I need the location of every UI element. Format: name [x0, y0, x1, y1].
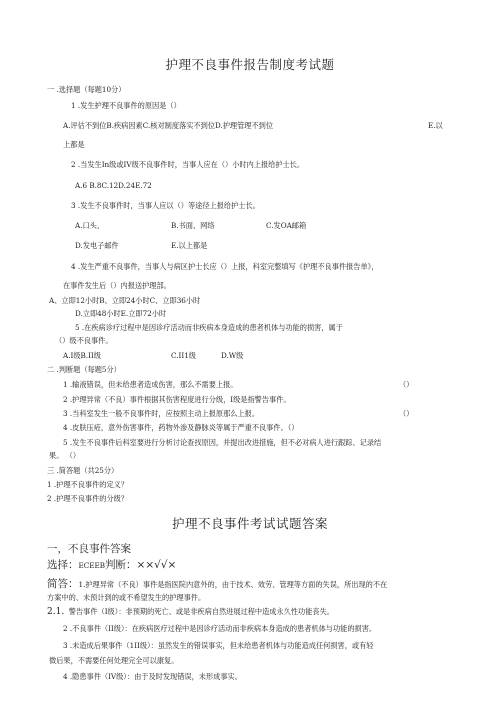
q4-stem-cont: 在事件发生后（）内报送护理部。 [63, 281, 171, 290]
section1-heading: 一 .选择题（每题10分） [47, 85, 126, 94]
q5-option-d: D.W级 [221, 351, 244, 360]
section2-heading: 二 .判断题（每题5分） [47, 365, 121, 374]
judge-item-5-cont: 果。 （） [49, 451, 81, 460]
q3-stem: 3 .发生不良事件时，当事人应以（）等途径上报给护士长。 [71, 201, 260, 210]
q3-option-c: C.发OA邮箱 [266, 221, 307, 230]
select-answer-line [47, 559, 176, 571]
q1-options-tail: E.以 [428, 121, 443, 130]
judge-item-5: 5 .发生不良事件后科室要进行分析讨论查找原因，并提出改进措施，但不必对病人进行跟踪、记录结 [63, 438, 382, 447]
answer-item-21-text: 警告事件（I级）：非预期的死亡、或是非疾病自然进展过程中造成永久性功能丧失。 [68, 607, 334, 616]
short-answer-text: 1.护理异常（不良）事件是指医院内意外的，由于技术、效劳、管理等方面的失误，所出现的不在 [78, 580, 388, 589]
exam-title: 护理不良事件报告制度考试题 [165, 57, 335, 72]
q3-option-a: A.口头、 [75, 221, 105, 230]
q1-options-cont: 上都是 [63, 140, 85, 149]
q5-option-c: C.II1级 [171, 351, 196, 360]
answers-title: 护理不良事件考试试题答案 [171, 516, 328, 531]
judge-label: 判断： [105, 559, 137, 571]
q2-options: A.6 B.8C.12D.24E.72 [75, 181, 152, 190]
short-answer-cont: 方案中的、未预计到的或不希望发生的护理事件。 [47, 593, 206, 602]
judge-item-2: 2 .护理异常（不良）事件根据其伤害程度进行分级，I级是指警告事件。 [63, 395, 291, 404]
q3-option-e: E.以上都是 [171, 241, 208, 250]
judge-item-3: 3 .当科室发生一般不良事件时，应按照主动上报原那么上报。 [63, 409, 260, 418]
q5-stem-cont: （）级不良事件。 [55, 336, 113, 345]
q4-stem: 4 .发生严重不良事件，当事人与病区护士长应（）上报，科室完整填写《护理不良事件报告单》， [71, 262, 379, 271]
answers-heading: 一，不良事件答案 [47, 543, 131, 555]
judge-item-1-blank: （） [399, 380, 414, 389]
short-question-2: 2 .护理不良事件的分级？ [47, 494, 129, 503]
q3-option-d: D.发电子邮件 [75, 241, 119, 250]
select-value: ECEEB [78, 561, 106, 570]
q5-option-ab: A.I级B.II级 [63, 351, 101, 360]
answer-item-3: 3 .未造成后果事件（1II级）：虽然发生的错误事实，但未给患者机体与功能造成任何损害，或有轻 [63, 641, 374, 650]
answer-item-4: 4 .隐患事件（IV级）：由于及时发现错误，未形成事实。 [63, 672, 242, 681]
section3-heading: 三 .简答题（共25分） [47, 466, 119, 475]
short-question-1: 1 .护理不良事件的定义？ [47, 480, 129, 489]
answer-item-2: 2 .不良事件（II级）：在疾病医疗过程中是因诊疗活动而非疾病本身造成的患者机体与功能的损害。 [63, 624, 377, 633]
q1-options: A.评估不到位B.疾病因素C.核对制度落实不到位D.护理管理不到位 [63, 121, 274, 130]
judge-item-1: 1 .输液错误，但未给患者造成伤害，那么不需要上报。 [63, 380, 238, 389]
q1-stem: 1 .发生护理不良事件的原因是（） [71, 101, 181, 110]
select-label: 选择： [47, 559, 79, 571]
q3-option-b: B.书面、网络 [171, 221, 215, 230]
q2-stem: 2 .当发生In级或IV级不良事件时，当事人应在（）小时内上报给护士长。 [71, 160, 305, 169]
answer-item-21-num: 2.1. [47, 607, 65, 617]
judge-item-4: 4 .皮肤压疮，意外伤害事件，药物外渗及静脉炎等属于严重不良事件。（） [63, 423, 299, 432]
judge-value: ××√√× [136, 559, 177, 571]
answer-item-3-cont: 微后果，不需要任何处理完全可以康复。 [49, 656, 179, 665]
short-answer-line [47, 578, 387, 590]
q5-stem: 5 .在疾病诊疗过程中是因诊疗活动而非疾病本身造成的患者机体与功能的损害，属于 [75, 323, 343, 332]
judge-item-3-blank: （） [399, 409, 414, 418]
q4-options-row2: D.立即48小时E.立即72小时 [75, 309, 167, 318]
short-label: 简答： [47, 578, 79, 590]
q4-options-row1: A、立即12小时B、立即24小时C、立即36小时 [49, 296, 201, 305]
answer-item-21 [47, 607, 334, 618]
